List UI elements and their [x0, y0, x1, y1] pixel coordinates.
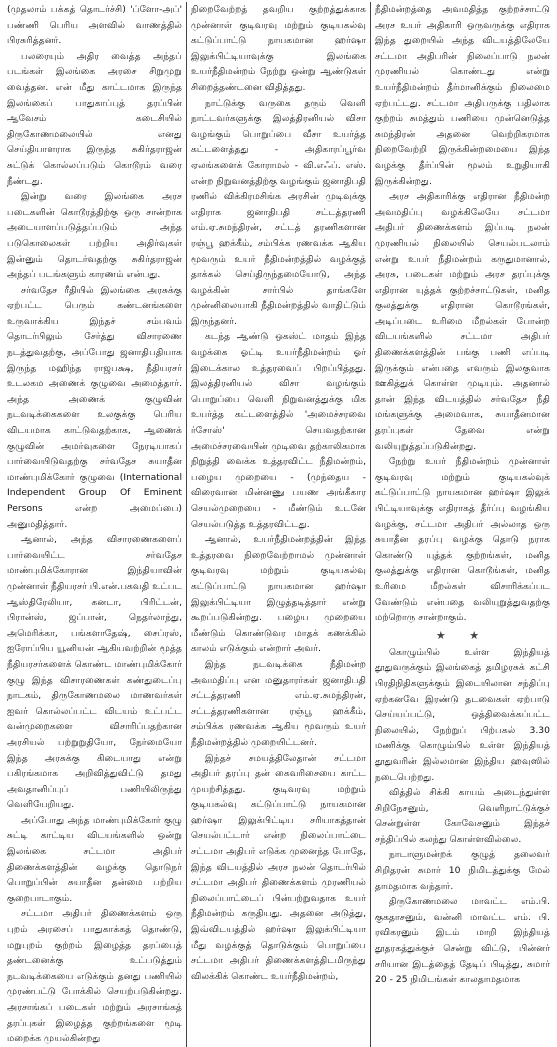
article-paragraph: நிறைவேற்றத் தவறிய குற்றத்துக்காக முன்னாள் குடிவரவு மற்றும் குடியகல்வு கட்டுப்பாட்டு நாயகமான ஹர்ஷா இலுக்பிட்டியாவுக்கு இலங்கை உயர்நீதிமன்றம் நேற்று ஒன்று ஆண்டுகள் சிறைத்தண்டனை விதித்தது.: [191, 4, 366, 93]
article-paragraph: நீதிமன்றத்தை அவமதித்த குற்றச்சாட்டு அரச உயர் அதிகாரி ஒருவருக்கு எதிராக இந்த துறையில் அந்த விடயத்திலேயே சட்டமா அதிபரின் நிலைப்பாடு நலன் முரணியல் கொண்டது என்று உயர்நீதிமன்றம் தீர்மானிக்கும் நிலைமை ஏற்பட்டது. சட்டமா அதிபருக்கு பதிலாக குற்றம் சுமத்தும் பணியை முன்னெடுத்த சுமந்திரன் அதனை வெற்றிகரமாக நிறைவேற்றி இருக்கின்றமையை இந்த வழக்கு தீர்ப்பின் மூலம் உறுதியாகி இருக்கின்றது.: [375, 4, 550, 187]
article-paragraph: ஆனால், உயர்நீதிமன்றத்தின் இந்த உத்தரவை நிறைவேற்றாமல் முன்னாள் குடிவரவு மற்றும் குடியகல்வு கட்டுப்பாட்டு நாயகமான ஹர்ஷா இலுக்பிட்டியா இழுத்தடித்தார் என்று கூறப்படுகின்றது. பழைய முறையை மீண்டும் கொண்டுவர மாதக் கணக்கில் காலம் எடுக்கும் என்றார் அவர்.: [191, 534, 366, 655]
column-right: [370, 2, 554, 1047]
article-paragraph: கொழும்பில் உள்ள இந்தியத் தூதுவருக்கும் இலங்கைத் தமிழரசுக் கட்சி பிரதிநிதிகளுக்கும் இடையிலான சந்திப்பு ஏற்கனவே இரண்டு தடவைகள் ஏற்பாடு செய்யப்பட்டு, ஒத்திவைக்கப்பட்ட நிலையில், நேற்றுப் பிற்பகல் 3.30 மணிக்கு கொழும்பில் உள்ள இந்தியத் தூதுவரின் இல்லமான இந்திய ஹவுஸில் நடைபெற்றது.: [375, 646, 550, 783]
article-paragraph: இந்தச் சமயத்திலேதான் சட்டமா அதிபர் தரப்பு தன் கைவரிசையை காட்ட முயற்சித்தது. குடிவரவு மற்றும் குடியகல்வு கட்டுப்பாட்டு நாயகமான ஹர்ஷா இலுக்பிட்டிய சரியாகத்தான் செயல்பட்டார் என்ற நிலைப்பாட்டை சட்டமா அதிபர் எடுக்க முனைந்த போதே, இந்த விடயத்தில் அரச நலன் தொடர்பில் சட்டமா அதிபர் திணைக்களம் முரணியல் நிலைப்பாட்டைப் பின்பற்றுவதாக உயர் நீதிமன்றம் கருதியது. அதனை அடுத்து, இவ்விடயத்தில் ஹர்ஷா இலுக்பிட்டியா மீது வழக்குத் தொடுக்கும் பொறுப்பை சட்டமா அதிபர் திணைக்களத்திடமிருந்து விலக்கிக் கொண்ட உயர்நீதிமன்றம்,: [191, 752, 366, 982]
article-paragraph: அரச அதிகாரிக்கு எதிரான நீதிமன்ற அவமதிப்பு வழக்கிலேயே சட்டமா அதிபர் திணைக்களம் இப்படி நலன் முரணியல் நிலையில் செயல்படலாம் என்று உயர் நீதிமன்றம் கருதுமானால், அரசு, படைகள் மற்றும் அரச தரப்புக்கு எதிரான யுத்தக் குற்றச்சாட்டுகள், மனித குலத்துக்கு எதிரான கொடூரங்கள், அடிப்படை உரிமை மீறல்கள் போன்ற விடயங்களில் சட்டமா அதிபர் திணைக்களத்தின் பங்கு பணி எப்படி இருக்கும் என்பதை எவரும் இலகுவாக ஊகித்துக் கொள்ள முடியும். அதனால் தான் இந்த விடயத்தில் சர்வதேச நீதி மங்களுக்கு அமைவாக, சுயாதீனமான தரப்புகள் தேவை என்று வலியுறுத்தப்படுகின்றது.: [375, 191, 550, 452]
article-paragraph: சர்வதேச ரீதியில் இலங்கை அரசுக்கு ஏற்பட்ட பெரும் கண்டனங்களை உருவாக்கிய இந்தச் சம்பவம் தொடர்பிலும் சேர்த்து விசாரணை நடத்துவதற்கு, அப்போது ஜனாதிபதியாக இருந்த மஹிந்த ராஜபக்ஷ, நீதியரசர் உடலகம அணைக் குழுவை அமைத்தார். அந்த அணைக் குழுவின் நடவடிக்கைகளை உலகுக்கு பெரிய விடயமாக காட்டுவதற்காக, ஆணைக் குழுவின் அமர்வுகளை நேரடியாகப் பார்வையிடுவதற்கு சர்வதேச சுயாதீன மாண்புமிக்கோர் குழுவை (International Independent Group Of Eminent Persons என்ற அமைப்பை) அனுமதித்தார்.: [7, 284, 182, 530]
article-paragraph: திருகோணமலை மாவட்ட எம்.பி. குகதாசனும், வன்னி மாவட்ட எம். பி. ரவிகரனும் இடம் மாறி இந்தியத் தூதரகத்துக்குச் சென்று விட்டு, பின்னர் சரியான இடத்தைத் தேடிப் பிடித்து, சுமார் 20 - 25 நிமிடங்கள் காலதாமதமாக: [375, 896, 550, 986]
section-divider-stars: ★ ★: [435, 628, 490, 642]
article-paragraph: இன்று வரை இலங்கை அரச படைகளின் கொடூரத்திற்கு ஒரு சான்றாக அடையாளப்படுத்தப்படும் அந்த படுகொலைகள் பற்றிய அதிர்வுகள் இன்னும் தொடர்வதற்கு சுகிர்தராஜன் அந்தப் படங்களும் காரணம் என்பது.: [7, 191, 182, 281]
article-paragraph: கடந்த ஆண்டு ஒகஸ்ட் மாதம் இந்த வழக்கை ஓட்டி உயர்நீதிமன்றம் ஓர் இடைக்கால உத்தரவைப் பிறப்பித்தது. இலத்திரனியல் விசா வழங்கும் பொறுப்பை வெளி நிறுவனத்துக்கு மிக உயர்த்த கட்டளைத்தில் 'அமைச்சரவை ர்சோஸ்' செயவதற்கான அமைச்சரவையின் முடிவை தற்காலிகமாக நிறுத்தி வைக்க உத்தரவிட்ட நீதிமன்றம், பழைய முறையை - (முந்தைய - விரைவான மின்னணு பயண அங்கீகார செயல்முறையை - மீண்டும் உடனே செயல்படுத்த உத்தரவிட்டது.: [191, 331, 366, 530]
article-paragraph: இந்த நடவடிக்கை நீதிமன்ற அவமதிப்பு என மனுதாரர்கள் ஜனாதிபதி சட்டத்தரணி எம்.ஏ.சுமந்திரன், சட்டத்தரணிகளான ரஞ்பூ ஹக்கீம், சம்பிக்க ரணவக்க ஆகிய மூவரும் உயர் நீதிமன்றத்தில் முறையிட்டனர்.: [191, 658, 366, 748]
article-paragraph: ஆனால், அந்த விசாரணைகளைப் பார்வையிட்ட சர்வதேச மாண்புமிக்கோரான இந்தியாவின் முன்னாள் நீதியரசர் பி.என்.பகவதி உட்பட ஆஸ்திரேலியா, கனடா, பிரிட்டன், பிரான்ஸ், ஜப்பான், நெதர்லாந்து, அமெரிக்கா, பங்களாதேஷ், சைப்ரஸ், ஐரோப்பிய யூனியன் ஆகியவற்றின் மூத்த நீதியரசர்களைக் கொண்ட மாண்புமிக்கோர் குழு இந்த விசாரணைகள் கண்துடைப்பு நாடகம், திருகோணமலை மாணவர்கள் ஐவர் கொல்லப்பட்ட விடயம் உட்பட்ட வன்முறைகளை விசாரிப்பதற்கான அரசியல் பற்றுறுதியோ, நேர்மையோ இந்த அரசுக்கு கிடையாது என்று பகிரங்கமாக அறிவித்துவிட்டு தமது அவதானிப்புப் பணியிலிருந்து வெளியேறியது.: [7, 534, 182, 811]
article-paragraph: அப்போது அந்த மாண்புமிக்கோர் குழு சுட்டி காட்டிய விடயங்களில் ஒன்று இலங்கை சட்டமா அதிபர் திணைக்களத்தின் வழக்கு தொடுநர் பொறுப்பின் சுயாதீன தன்மை பற்றிய குறைபாடாகும்.: [7, 814, 182, 904]
article-paragraph: (முதலாம் பக்கத் தொடர்ச்சி) 'ப்ளோ-அப்' பண்ணி பெரிய அளவில் வாணத்தில் பிரசுரித்தனர்.: [7, 4, 182, 47]
column-left: [3, 2, 186, 1047]
article-paragraph: நாடாளுமன்றக் குழுத் தலைவர் சிறிதரன் சுமார் 10 நிமிடத்துக்கு மேல் தாமதமாக வந்தார்.: [375, 849, 550, 892]
article-paragraph: வித்தில் சிக்கி காயம் அடைந்துள்ள சிறிநேசனும், வெளிநாட்டுக்குச் சென்றுள்ள கோவேசனும் இந்தச் சந்திப்பில் கலந்து கொள்ளவில்லை.: [375, 787, 550, 845]
article-paragraph: நாட்டுக்கு வருகை தரும் வெளி நாட்டவர்களுக்கு இலத்திரனியல் விசா வழங்கும் பொறுப்பை வீசா உயர்த்த கட்டளைத்தது - அதிகாரப்பூர்வ ஏலங்களைக் கோராமல் - வி.எஃப். எஸ். என்ற நிறுவனத்திற்கு வழங்கும் ஜனாதிபதி ரணில் விக்கிரமசிங்க அரசின் முடிவுக்கு எதிராக ஜனாதிபதி சட்டத்தரணி எம்.ஏ.சுமந்திரன், சட்டத் தரணிகளான ரஞ்பூ ஹக்கீம், சம்பிக்க ரணவக்க ஆகிய மூவரும் உயர் நீதிமன்றத்தில் வழக்குத் தாக்கல் செய்திருந்தமையோடு, அந்த வழக்கின் சார்பில் தாங்களே முன்னிலையாகி நீதிமன்றத்தில் வாதிட்டும் இருந்தனர்.: [191, 97, 366, 327]
article-paragraph: சட்டமா அதிபர் திணைக்களம் ஒரு புறம் அரசைப் பாதுகாக்கத் தொண்டு, மறுபுறம் குற்றம் இழைத்த தரப்பைத் தண்டனைக்கு உட்படுத்தும் நடவடிக்கையை எடுக்கும் தனது பணியில் முரண்பட்டு போக்கில் செயற்படுகின்றது. அரசாங்கப் படைகள் மற்றும் அரசாங்கத் தரப்புகள் இழைத்த குற்றங்களை மூடி மறைக்க முயல்கின்றது: [7, 908, 182, 1045]
column-middle: [186, 2, 370, 1047]
article-paragraph: நேற்று உயர் நீதிமன்றம் முன்னாள் குடிவரவு மற்றும் குடியகல்வுக் கட்டுப்பாட்டு நாயகமான ஹர்ஷா இலுக் பிட்டியாவுக்கு எதிராகத் தீர்ப்பு வழங்கிய வழக்கு, சட்டமா அதிபர் அல்லாத ஒரு சுயாதீன தரப்பு வழக்கு தொடு நராக கொண்டு யுத்தக் குற்றங்கள், மனித குலத்துக்கு எதிரான கொடூங்கள், மனித உரிமை மீறல்கள் விசாரிக்கப்பட வேண்டும் என்பதை வலியுறுத்துவதற்கு மற்றொரு சான்றாகும்.: [375, 456, 550, 624]
article-paragraph: பலரையும் அதிர வைத்த அந்தப் படங்கள் இலங்கை அரசை சிறுமுறு வைத்தன. என் மீது காட்டமாக இருந்த இலங்கைப் பாதுகாப்புத் தரப்பின் ஆவேசம் கடைசியில் திருகோணமலையில் எனது செய்தியாளராக இருந்த சுகிர்தராஜன் சுட்டுக் கொல்லப்படும் கொடூரம் வரை நீண்டது.: [7, 50, 182, 187]
